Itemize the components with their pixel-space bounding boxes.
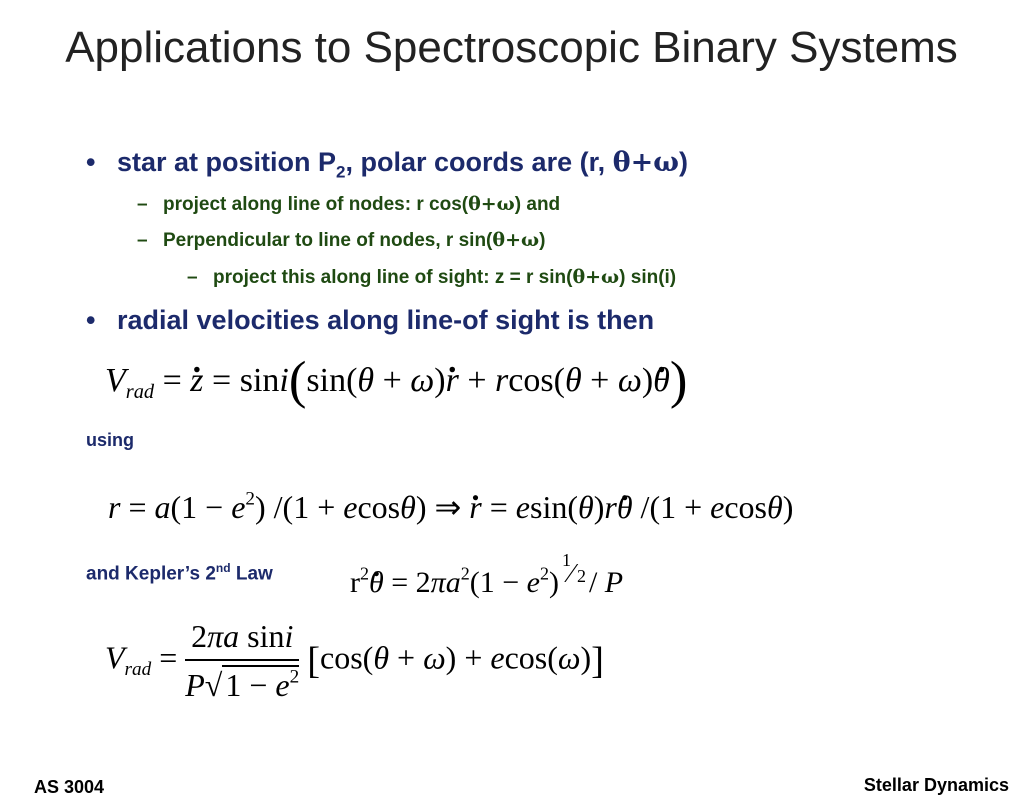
dash-icon: –	[187, 267, 198, 288]
dash-icon: –	[137, 230, 148, 251]
equation-radial-velocity: $V_{rad}$ = . z = sini(sin(θ + ω). r + rcos(θ + ω). θ)	[105, 362, 687, 404]
equation-final: $V_{rad}$ = $\frac{\text{2πa sini}}{P√1 - e^2}$ [cos(θ + ω) + ecos(ω)]	[105, 618, 604, 703]
sub-bullet-item: – Perpendicular to line of nodes, r sin(θ+ω)	[137, 229, 546, 251]
kepler-label: and Kepler’s 2nd Law	[86, 561, 273, 585]
equation-kepler: $r^2$. $\theta = 2\pi a^2(1 - e^2)$ 1 ⁄ 2 / P	[350, 562, 623, 600]
equation-orbit: $r = a(1 - e^2)$ /(1 + ecosθ) ⇒ . r = esin(θ)r. θ /(1 + ecosθ)	[108, 488, 793, 526]
footer-course-title: Stellar Dynamics	[863, 775, 1009, 795]
dash-icon: –	[137, 194, 148, 215]
bullet-icon: •	[86, 305, 96, 335]
bullet-icon: •	[86, 147, 96, 177]
bullet-text: star at position $P_2$, polar coords are (r, θ+ω)	[117, 147, 688, 182]
slide-title: Applications to Spectroscopic Binary Systems	[65, 23, 958, 72]
footer-course-code: AS 3004	[34, 777, 105, 797]
sub-bullet-item: – project along line of nodes: r cos(θ+ω) and	[137, 193, 561, 215]
using-label: using	[86, 430, 134, 450]
bullet-text: radial velocities along line-of sight is then	[117, 305, 655, 335]
sub-sub-bullet-item: – project this along line of sight: z = r sin(θ+ω) sin(i)	[187, 266, 677, 288]
